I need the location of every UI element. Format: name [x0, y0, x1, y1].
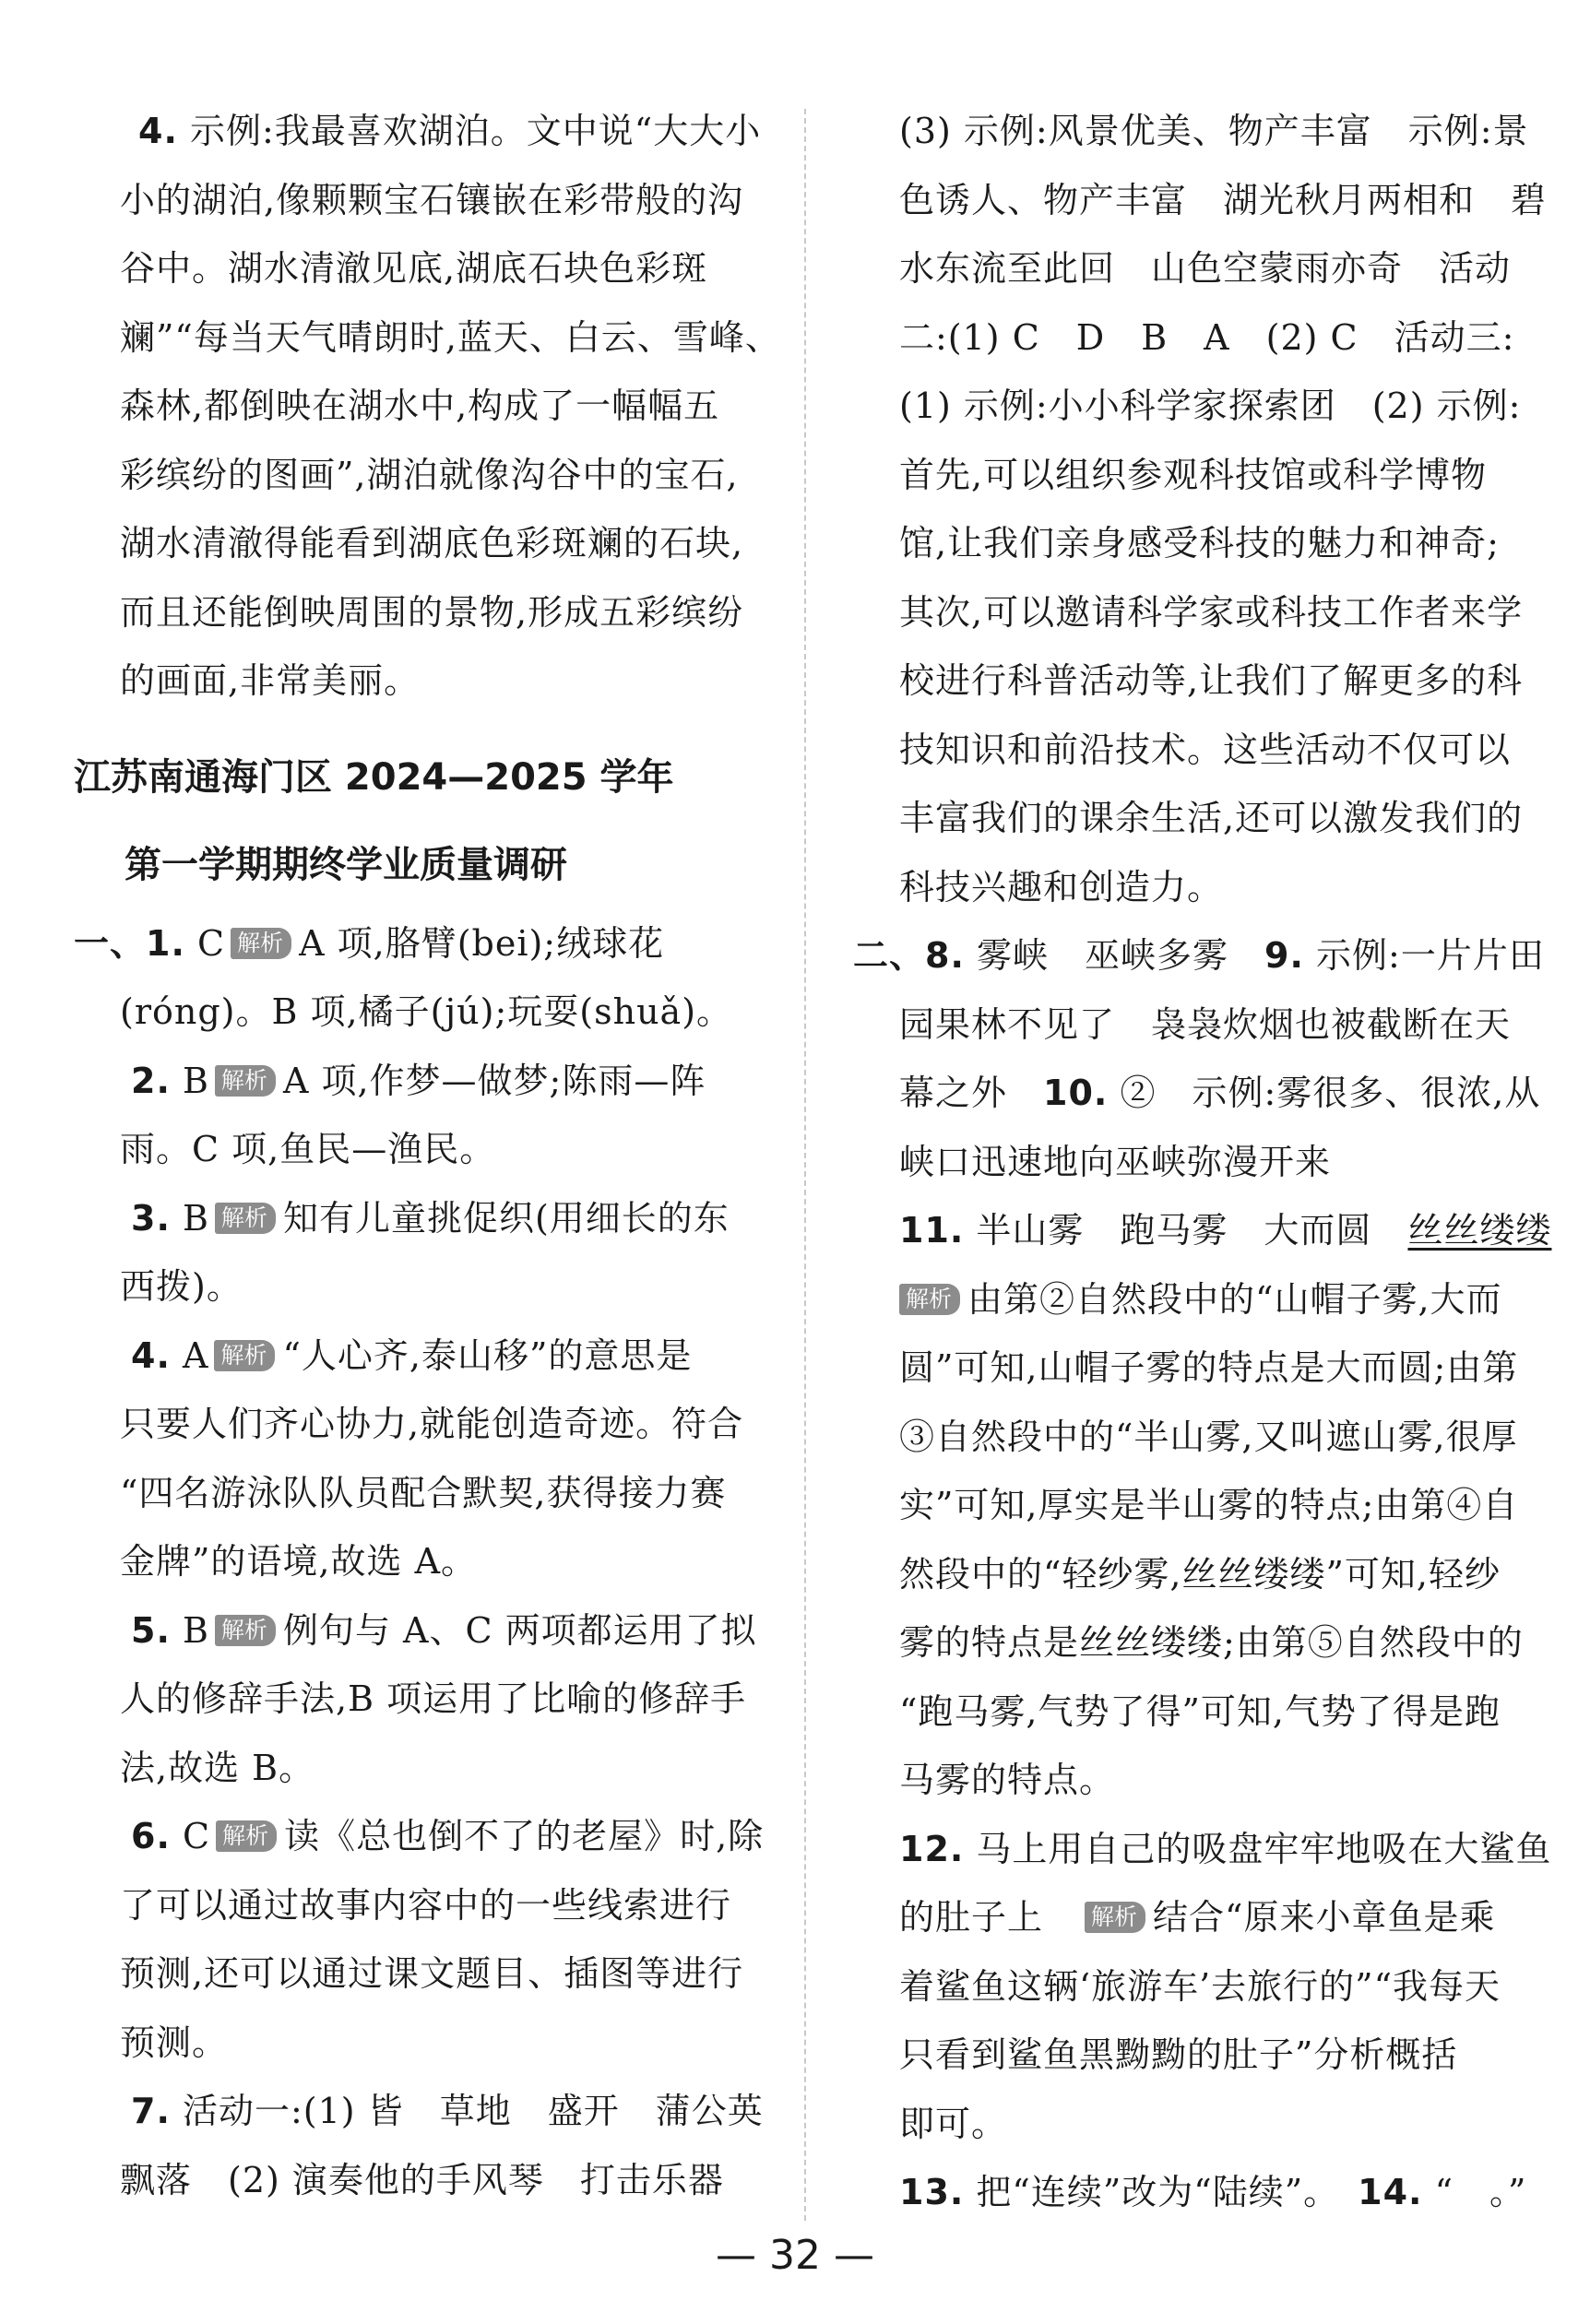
answer-line: 丰富我们的课余生活,还可以激发我们的 [899, 798, 1524, 838]
question-number: 4. [138, 111, 178, 151]
part-label: 二、 [853, 935, 926, 976]
answer-q2: 2. B 解析 A 项,作梦—做梦;陈雨—阵 [131, 1060, 706, 1101]
answer-line: 的肚子上 解析 结合“原来小章鱼是乘 [899, 1897, 1496, 1938]
answer-q13-q14: 13. 把“连续”改为“陆续”。 14. “ 。” [899, 2172, 1527, 2212]
answer-line: 雾的特点是丝丝缕缕;由第⑤自然段中的 [899, 1622, 1524, 1663]
answer-q5: 5. B 解析 例句与 A、C 两项都运用了拟 [131, 1609, 757, 1651]
section-subtitle: 第一学期期终学业质量调研 [125, 843, 567, 886]
answer-q7: 7. 活动一:(1) 皆 草地 盛开 蒲公英 [131, 2091, 764, 2131]
intro-line: 彩缤纷的图画”,湖泊就像沟谷中的宝石, [120, 454, 739, 495]
answer-line: 只要人们齐心协力,就能创造奇迹。符合 [120, 1404, 744, 1444]
intro-line: 的画面,非常美丽。 [120, 660, 421, 701]
answer-line: (3) 示例:风景优美、物产丰富 示例:景 [899, 111, 1529, 151]
part-label: 一、 [74, 922, 147, 964]
analysis-badge: 解析 [231, 928, 291, 959]
analysis-badge: 解析 [216, 1820, 277, 1852]
answer-line: 即可。 [899, 2103, 1008, 2144]
intro-line: 而且还能倒映周围的景物,形成五彩缤纷 [120, 591, 744, 633]
answer-line: “四名游泳队队员配合默契,获得接力赛 [120, 1472, 727, 1513]
answer-q12: 12. 马上用自己的吸盘牢牢地吸在大鲨鱼 [899, 1828, 1552, 1869]
intro-line: 小的湖泊,像颗颗宝石镶嵌在彩带般的沟 [120, 179, 744, 220]
intro-line: 谷中。湖水清澈见底,湖底石块色彩斑 [120, 248, 708, 289]
answer-line: 解析 由第②自然段中的“山帽子雾,大而 [899, 1265, 1536, 1334]
answer-line: 预测。 [120, 2022, 229, 2063]
intro-line: 4. 示例:我最喜欢湖泊。文中说“大大小 [138, 111, 762, 151]
left-column [74, 97, 781, 2214]
answer-line: 人的修辞手法,B 项运用了比喻的修辞手 [120, 1678, 747, 1719]
answer-line: 其次,可以邀请科学家或科技工作者来学 [899, 591, 1524, 633]
answer-line: 着鲨鱼这辆‘旅游车’去旅行的”“我每天 [899, 1965, 1501, 2007]
intro-line: 湖水清澈得能看到湖底色彩斑斓的石块, [120, 523, 744, 563]
answer-line: 圆”可知,山帽子雾的特点是大而圆;由第 [899, 1347, 1519, 1388]
answer-line: 峡口迅速地向巫峡弥漫开来 [899, 1141, 1332, 1182]
analysis-badge: 解析 [214, 1340, 275, 1371]
answer-q10: 幕之外 10. ② 示例:雾很多、很浓,从 [899, 1073, 1541, 1113]
answer-q6: 6. C 解析 读《总也倒不了的老屋》时,除 [131, 1816, 765, 1856]
answer-line: 了可以通过故事内容中的一些线索进行 [120, 1884, 732, 1926]
answer-line: (róng)。B 项,橘子(jú);玩耍(shuǎ)。 [120, 991, 733, 1032]
answer-line: ③自然段中的“半山雾,又叫遮山雾,很厚 [899, 1416, 1518, 1457]
answer-line: 校进行科普活动等,让我们了解更多的科 [899, 660, 1524, 701]
analysis-badge: 解析 [215, 1065, 276, 1097]
analysis-badge: 解析 [215, 1203, 276, 1234]
answer-line: 科技兴趣和创造力。 [899, 866, 1224, 907]
answer-q11: 11. 半山雾 跑马雾 大而圆 丝丝缕缕 [899, 1210, 1552, 1251]
underlined-answer: 丝丝缕缕 [1407, 1210, 1552, 1251]
answer-line: 园果林不见了 袅袅炊烟也被截断在天 [899, 1003, 1512, 1045]
section-title: 江苏南通海门区 2024—2025 学年 [74, 755, 674, 799]
answer-line: 色诱人、物产丰富 湖光秋月两相和 碧 [899, 179, 1548, 220]
answer-line: (1) 示例:小小科学家探索团 (2) 示例: [899, 385, 1522, 426]
answer-line: 实”可知,厚实是半山雾的特点;由第④自 [899, 1485, 1519, 1525]
answer-q4: 4. A 解析 “人心齐,泰山移”的意思是 [131, 1334, 693, 1376]
answer-line: 技知识和前沿技术。这些活动不仅可以 [899, 729, 1512, 770]
answer-line: 飘落 (2) 演奏他的手风琴 打击乐器 [120, 2159, 724, 2200]
answer-q8-q9: 二、8. 雾峡 巫峡多雾 9. 示例:一片片田 [853, 935, 1545, 976]
answer-line: 只看到鲨鱼黑黝黝的肚子”分析概括 [899, 2034, 1458, 2075]
analysis-badge: 解析 [899, 1284, 960, 1315]
right-column [853, 97, 1552, 2227]
answer-line: 马雾的特点。 [899, 1760, 1116, 1800]
answer-line: 首先,可以组织参观科技馆或科学博物 [899, 454, 1488, 495]
answer-line: 法,故选 B。 [120, 1747, 315, 1788]
answer-line: 西拨)。 [120, 1266, 243, 1307]
answer-line: 水东流至此回 山色空蒙雨亦奇 活动 [899, 248, 1512, 289]
column-divider [804, 109, 806, 2221]
answer-q1: 一、1. C 解析 A 项,胳臂(bei);绒球花 [74, 922, 665, 964]
answer-line: 馆,让我们亲身感受科技的魅力和神奇; [899, 523, 1500, 563]
page-number: — 32 — [716, 2232, 874, 2279]
answer-line: 预测,还可以通过课文题目、插图等进行 [120, 1953, 744, 1994]
answer-line: 二:(1) C D B A (2) C 活动三: [899, 316, 1515, 358]
intro-line: 斓”“每当天气晴朗时,蓝天、白云、雪峰、 [120, 316, 781, 358]
analysis-badge: 解析 [215, 1615, 276, 1646]
intro-line: 森林,都倒映在湖水中,构成了一幅幅五 [120, 385, 720, 426]
answer-line: “跑马雾,气势了得”可知,气势了得是跑 [899, 1690, 1501, 1732]
answer-line: 金牌”的语境,故选 A。 [120, 1541, 478, 1582]
answer-line: 雨。C 项,鱼民—渔民。 [120, 1129, 496, 1169]
answer-q3: 3. B 解析 知有儿童挑促织(用细长的东 [131, 1197, 730, 1239]
answer-line: 然段中的“轻纱雾,丝丝缕缕”可知,轻纱 [899, 1553, 1501, 1595]
analysis-badge: 解析 [1085, 1902, 1145, 1933]
